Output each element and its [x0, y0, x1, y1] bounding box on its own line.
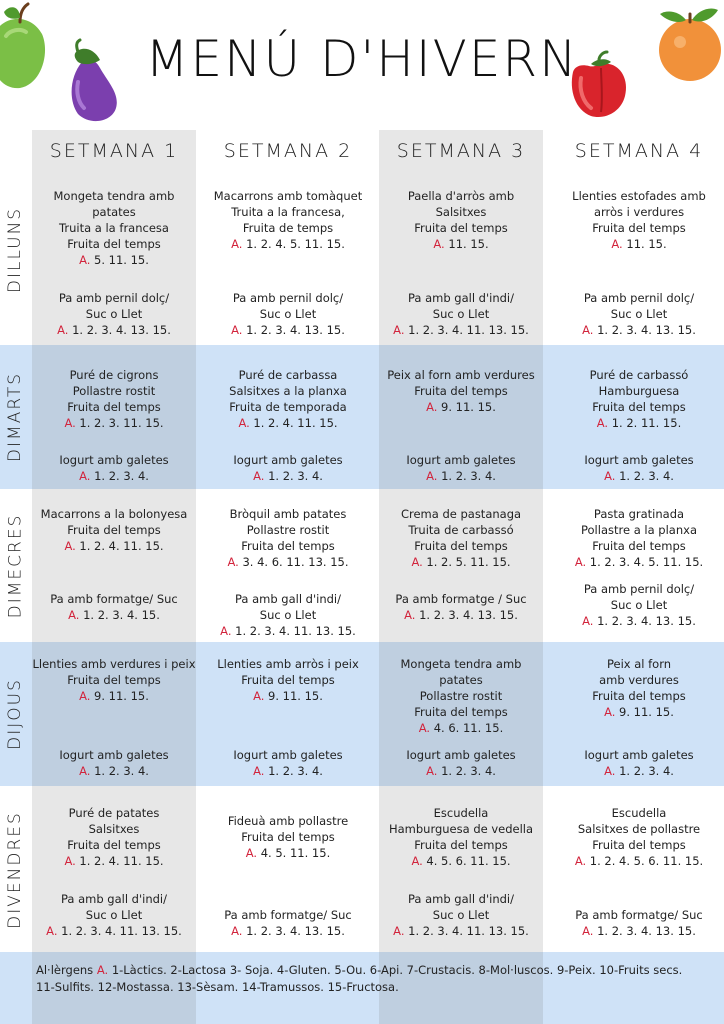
dish-line: Pollastre a la planxa: [581, 523, 697, 537]
allergen-numbers: 1. 2. 3. 4.: [268, 764, 323, 778]
allergen-numbers: 1. 2. 3. 4. 15.: [83, 608, 160, 622]
lunch-cell-dijous-week-3: [373, 656, 549, 736]
allergen-numbers: 1. 2. 3. 4.: [94, 764, 149, 778]
dish-line: Fruita del temps: [241, 673, 335, 687]
allergen-codes: [26, 607, 202, 623]
snack-cell-dimarts-week-3: [373, 452, 549, 484]
day-label-dilluns: [2, 180, 28, 320]
dish-line: Macarrons amb tomàquet: [213, 189, 363, 203]
allergen-numbers: 1. 2. 3. 4. 13. 15.: [246, 924, 345, 938]
dish-line: Iogurt amb galetes: [406, 748, 516, 762]
allergen-letter: A.: [604, 764, 616, 778]
dish-line: Pollastre rostit: [419, 689, 503, 703]
dish-line: patates: [92, 205, 136, 219]
day-label-text: DIMARTS: [5, 371, 25, 463]
lunch-cell-dimarts-week-2: [200, 367, 376, 431]
dish-line: Hamburguesa de vedella: [388, 822, 534, 836]
dish-line: arròs i verdures: [593, 205, 685, 219]
allergen-letter: A.: [426, 764, 438, 778]
snack-cell-dijous-week-2: [200, 747, 376, 779]
dish-line: Salsitxes: [435, 205, 487, 219]
dish-line: Truita a la francesa,: [231, 205, 345, 219]
dish-line: Iogurt amb galetes: [406, 453, 516, 467]
day-label-dimecres: [2, 494, 28, 638]
allergen-codes: [373, 853, 549, 869]
week-header-1: SETMANA 1: [49, 140, 179, 162]
allergen-codes: [26, 923, 202, 939]
lunch-cell-divendres-week-1: [26, 805, 202, 869]
lunch-cell-dijous-week-2: [200, 656, 376, 704]
snack-cell-dimecres-week-1: [26, 591, 202, 623]
allergen-numbers: 9. 11. 15.: [268, 689, 323, 703]
dish-line: Mongeta tendra amb: [400, 657, 522, 671]
allergen-letter: A.: [79, 469, 91, 483]
allergen-codes: [551, 322, 724, 338]
allergen-numbers: 1. 2. 3. 4. 13. 15.: [597, 924, 696, 938]
dish-line: Iogurt amb galetes: [233, 453, 343, 467]
allergen-codes: [551, 554, 724, 570]
dish-line: Iogurt amb galetes: [584, 748, 694, 762]
snack-cell-divendres-week-1: [26, 891, 202, 939]
allergen-numbers: 3. 4. 6. 11. 13. 15.: [242, 555, 349, 569]
allergen-letter: A.: [411, 854, 423, 868]
allergen-codes: [200, 688, 376, 704]
dish-line: Salsitxes: [88, 822, 140, 836]
allergen-codes: [373, 554, 549, 570]
allergens-list: 1-Làctics. 2-Lactosa 3- Soja. 4-Gluten. 5-Ou. 6-Api. 7-Crustacis. 8-Mol·luscos. 9-Peix. 10-Fruits secs. 11-Sulfits. 12-Mostassa. 13-Sèsam. 14-Tramussos. 15-Fructosa.: [36, 963, 683, 994]
dish-line: Escudella: [611, 806, 667, 820]
snack-cell-dilluns-week-2: [200, 290, 376, 338]
allergen-letter: A.: [238, 416, 250, 430]
allergen-numbers: 1. 2. 3. 4.: [619, 469, 674, 483]
dish-line: Suc o Llet: [259, 307, 317, 321]
allergen-codes: [551, 236, 724, 252]
allergen-numbers: 1. 2. 3. 4. 11. 13. 15.: [408, 323, 529, 337]
allergen-numbers: 4. 5. 6. 11. 15.: [426, 854, 511, 868]
dish-line: Peix al forn amb verdures: [387, 368, 535, 382]
dish-line: Fruita del temps: [414, 384, 508, 398]
allergen-codes: [200, 923, 376, 939]
lunch-cell-divendres-week-2: [200, 813, 376, 861]
dish-line: Fruita del temps: [592, 539, 686, 553]
dish-line: Iogurt amb galetes: [233, 748, 343, 762]
dish-line: Puré de patates: [68, 806, 160, 820]
allergen-codes: [373, 468, 549, 484]
day-label-text: DIMECRES: [5, 513, 26, 619]
dish-line: Fruita del temps: [67, 673, 161, 687]
allergen-letter: A.: [227, 555, 239, 569]
lunch-cell-divendres-week-4: [551, 805, 724, 869]
dish-line: Fruita del temps: [241, 539, 335, 553]
allergen-letter: A.: [64, 416, 76, 430]
lunch-cell-dimarts-week-3: [373, 367, 549, 415]
dish-line: Llenties estofades amb: [572, 189, 706, 203]
dish-line: Puré de carbassó: [589, 368, 689, 382]
lunch-cell-dilluns-week-1: [26, 188, 202, 268]
lunch-cell-dilluns-week-4: [551, 188, 724, 252]
snack-cell-dilluns-week-1: [26, 290, 202, 338]
allergen-numbers: 1. 2. 11. 15.: [611, 416, 682, 430]
snack-cell-dilluns-week-4: [551, 290, 724, 338]
allergen-letter: A.: [604, 469, 616, 483]
dish-line: Suc o Llet: [85, 307, 143, 321]
dish-line: Pa amb pernil dolç/: [583, 582, 695, 596]
lunch-cell-dilluns-week-3: [373, 188, 549, 252]
dish-line: Fruita del temps: [67, 400, 161, 414]
dish-line: Fruita del temps: [592, 400, 686, 414]
dish-line: Pollastre rostit: [72, 384, 156, 398]
allergen-numbers: 11. 15.: [626, 237, 667, 251]
allergen-codes: [200, 845, 376, 861]
day-label-text: DILLUNS: [5, 206, 25, 294]
allergen-letter: A.: [231, 323, 243, 337]
allergen-letter: A.: [253, 469, 265, 483]
lunch-cell-dijous-week-1: [26, 656, 202, 704]
dish-line: Fruita del temps: [592, 689, 686, 703]
dish-line: Puré de cigrons: [69, 368, 159, 382]
dish-line: Iogurt amb galetes: [59, 748, 169, 762]
allergens-prefix: Al·lèrgens: [36, 963, 94, 977]
dish-line: Crema de pastanaga: [400, 507, 522, 521]
dish-line: Pa amb pernil dolç/: [232, 291, 344, 305]
allergen-letter: A.: [596, 416, 609, 430]
lunch-cell-dimarts-week-4: [551, 367, 724, 431]
dish-line: Pa amb formatge/ Suc: [575, 908, 703, 922]
allergen-codes: [26, 468, 202, 484]
allergen-numbers: 1. 2. 3. 4. 13. 15.: [597, 323, 696, 337]
dish-line: Fruita de temporada: [229, 400, 347, 414]
snack-cell-dijous-week-1: [26, 747, 202, 779]
allergen-numbers: 1. 2. 3. 4. 13. 15.: [72, 323, 171, 337]
dish-line: Escudella: [433, 806, 489, 820]
day-label-text: DIVENDRES: [5, 811, 26, 929]
lunch-cell-dijous-week-4: [551, 656, 724, 720]
allergen-numbers: 1. 2. 3. 4. 13. 15.: [419, 608, 518, 622]
dish-line: Hamburguesa: [598, 384, 680, 398]
allergen-letter: A.: [393, 323, 405, 337]
dish-line: Suc o Llet: [259, 608, 317, 622]
allergen-codes: [373, 236, 549, 252]
allergen-codes: [551, 704, 724, 720]
dish-line: Fruita del temps: [414, 221, 508, 235]
lunch-cell-dilluns-week-2: [200, 188, 376, 252]
dish-line: Pasta gratinada: [593, 507, 685, 521]
allergen-letter: A.: [64, 854, 76, 868]
lunch-cell-dimecres-week-3: [373, 506, 549, 570]
dish-line: Llenties amb arròs i peix: [217, 657, 359, 671]
allergen-numbers: 1. 2. 5. 11. 15.: [426, 555, 511, 569]
allergen-numbers: 9. 11. 15.: [441, 400, 496, 414]
dish-line: Pa amb pernil dolç/: [58, 291, 170, 305]
allergen-codes: [551, 853, 724, 869]
lunch-cell-dimecres-week-4: [551, 506, 724, 570]
snack-cell-divendres-week-3: [373, 891, 549, 939]
allergen-codes: [551, 415, 724, 431]
allergen-letter: A.: [418, 721, 431, 735]
allergen-codes: [551, 923, 724, 939]
allergen-numbers: 1. 2. 3. 4.: [441, 764, 496, 778]
allergen-codes: [373, 607, 549, 623]
dish-line: patates: [439, 673, 483, 687]
allergen-letter: A.: [79, 764, 91, 778]
dish-line: Mongeta tendra amb: [53, 189, 175, 203]
allergens-letter: A.: [96, 963, 109, 977]
dish-line: Iogurt amb galetes: [584, 453, 694, 467]
allergen-letter: A.: [582, 614, 594, 628]
allergen-numbers: 4. 6. 11. 15.: [433, 721, 504, 735]
week-header-3: SETMANA 3: [396, 140, 526, 162]
dish-line: Truita a la francesa: [59, 221, 169, 235]
allergen-codes: [26, 415, 202, 431]
dish-line: Fruita del temps: [67, 838, 161, 852]
column-shade-week-3: [379, 130, 543, 1024]
dish-line: Fideuà amb pollastre: [227, 814, 349, 828]
snack-cell-dimecres-week-3: [373, 591, 549, 623]
week-header-4: SETMANA 4: [574, 140, 704, 162]
allergen-letter: A.: [582, 323, 594, 337]
allergen-letter: A.: [426, 400, 438, 414]
dish-line: Bròquil amb patates: [229, 507, 347, 521]
allergen-numbers: 1. 2. 4. 11. 15.: [79, 539, 164, 553]
allergen-codes: [551, 613, 724, 629]
dish-line: Suc o Llet: [610, 307, 668, 321]
allergen-letter: A.: [79, 253, 91, 267]
allergen-numbers: 1. 2. 3. 4. 13. 15.: [597, 614, 696, 628]
lunch-cell-dimarts-week-1: [26, 367, 202, 431]
allergen-codes: [373, 763, 549, 779]
dish-line: Fruita de temps: [242, 221, 334, 235]
allergen-numbers: 1. 2. 3. 4.: [619, 764, 674, 778]
allergen-codes: [26, 688, 202, 704]
allergen-letter: A.: [433, 237, 445, 251]
snack-cell-divendres-week-2: [200, 907, 376, 939]
dish-line: Pa amb formatge / Suc: [395, 592, 527, 606]
day-label-dijous: [2, 642, 28, 786]
dish-line: Pa amb gall d'indi/: [60, 892, 168, 906]
allergen-codes: [200, 623, 376, 639]
allergen-numbers: 1. 2. 4. 5. 6. 11. 15.: [589, 854, 704, 868]
allergen-letter: A.: [245, 846, 258, 860]
lunch-cell-divendres-week-3: [373, 805, 549, 869]
allergen-codes: [26, 252, 202, 268]
allergen-numbers: 1. 2. 4. 5. 11. 15.: [246, 237, 345, 251]
allergen-codes: [200, 468, 376, 484]
allergen-letter: A.: [231, 237, 243, 251]
allergen-letter: A.: [46, 924, 58, 938]
snack-cell-dimarts-week-1: [26, 452, 202, 484]
dish-line: Suc o Llet: [432, 307, 490, 321]
allergen-letter: A.: [582, 924, 594, 938]
dish-line: Pollastre rostit: [246, 523, 330, 537]
dish-line: Suc o Llet: [432, 908, 490, 922]
allergen-numbers: 1. 2. 3. 4.: [94, 469, 149, 483]
allergen-numbers: 4. 5. 11. 15.: [260, 846, 331, 860]
allergen-letter: A.: [253, 689, 265, 703]
dish-line: Pa amb formatge/ Suc: [224, 908, 352, 922]
day-label-divendres: [2, 790, 28, 950]
day-label-dimarts: [2, 345, 28, 489]
allergen-letter: A.: [574, 854, 587, 868]
allergen-numbers: 1. 2. 4. 11. 15.: [253, 416, 338, 430]
allergen-codes: [551, 763, 724, 779]
snack-cell-divendres-week-4: [551, 907, 724, 939]
snack-cell-dijous-week-4: [551, 747, 724, 779]
dish-line: Peix al forn: [606, 657, 672, 671]
dish-line: Pa amb formatge/ Suc: [50, 592, 178, 606]
dish-line: Fruita del temps: [592, 221, 686, 235]
dish-line: Fruita del temps: [241, 830, 335, 844]
allergen-numbers: 9. 11. 15.: [94, 689, 149, 703]
dish-line: Macarrons a la bolonyesa: [40, 507, 188, 521]
allergen-letter: A.: [404, 608, 416, 622]
allergen-letter: A.: [604, 705, 616, 719]
day-label-text: DIJOUS: [5, 678, 26, 750]
allergen-codes: [373, 399, 549, 415]
snack-cell-dijous-week-3: [373, 747, 549, 779]
allergen-numbers: 9. 11. 15.: [619, 705, 674, 719]
allergen-numbers: 1. 2. 3. 4. 11. 13. 15.: [61, 924, 182, 938]
dish-line: Salsitxes a la planxa: [229, 384, 347, 398]
dish-line: Pa amb pernil dolç/: [583, 291, 695, 305]
dish-line: Salsitxes de pollastre: [577, 822, 701, 836]
dish-line: Fruita del temps: [67, 237, 161, 251]
dish-line: Fruita del temps: [414, 705, 508, 719]
allergen-letter: A.: [68, 608, 80, 622]
dish-line: Fruita del temps: [592, 838, 686, 852]
allergen-codes: [373, 322, 549, 338]
dish-line: Fruita del temps: [414, 539, 508, 553]
lunch-cell-dimecres-week-2: [200, 506, 376, 570]
allergen-codes: [373, 923, 549, 939]
allergen-codes: [373, 720, 549, 736]
dish-line: Fruita del temps: [67, 523, 161, 537]
allergen-codes: [200, 322, 376, 338]
dish-line: Pa amb gall d'indi/: [407, 291, 515, 305]
allergen-numbers: 1. 2. 3. 4. 11. 13. 15.: [408, 924, 529, 938]
allergen-codes: [200, 236, 376, 252]
allergens-legend: [36, 962, 700, 996]
dish-line: Suc o Llet: [610, 598, 668, 612]
allergen-codes: [200, 763, 376, 779]
allergen-letter: A.: [574, 555, 587, 569]
snack-cell-dimecres-week-2: [200, 591, 376, 639]
allergen-numbers: 1. 2. 3. 4.: [268, 469, 323, 483]
allergen-letter: A.: [220, 624, 232, 638]
allergen-codes: [200, 415, 376, 431]
allergen-numbers: 1. 2. 3. 4. 13. 15.: [246, 323, 345, 337]
allergen-numbers: 1. 2. 3. 11. 15.: [79, 416, 164, 430]
allergen-numbers: 5. 11. 15.: [94, 253, 149, 267]
week-header-2: SETMANA 2: [223, 140, 353, 162]
dish-line: Iogurt amb galetes: [59, 453, 169, 467]
allergen-letter: A.: [253, 764, 265, 778]
snack-cell-dimecres-week-4: [551, 581, 724, 629]
allergen-codes: [26, 322, 202, 338]
allergen-letter: A.: [79, 689, 91, 703]
page-title: MENÚ D'HIVERN: [145, 30, 579, 88]
allergen-letter: A.: [426, 469, 438, 483]
allergen-codes: [26, 538, 202, 554]
allergen-letter: A.: [411, 555, 423, 569]
allergen-numbers: 1. 2. 4. 11. 15.: [79, 854, 164, 868]
allergen-letter: A.: [231, 924, 243, 938]
snack-cell-dimarts-week-4: [551, 452, 724, 484]
allergen-numbers: 1. 2. 3. 4. 11. 13. 15.: [235, 624, 356, 638]
snack-cell-dimarts-week-2: [200, 452, 376, 484]
dish-line: Truita de carbassó: [408, 523, 514, 537]
snack-cell-dilluns-week-3: [373, 290, 549, 338]
dish-line: Pa amb gall d'indi/: [407, 892, 515, 906]
allergen-numbers: 11. 15.: [448, 237, 489, 251]
dish-line: Fruita del temps: [414, 838, 508, 852]
dish-line: Paella d'arròs amb: [407, 189, 515, 203]
dish-line: Puré de carbassa: [238, 368, 338, 382]
lunch-cell-dimecres-week-1: [26, 506, 202, 554]
allergen-letter: A.: [611, 237, 623, 251]
dish-line: amb verdures: [599, 673, 679, 687]
allergen-codes: [26, 763, 202, 779]
dish-line: Llenties amb verdures i peix: [32, 657, 196, 671]
allergen-numbers: 1. 2. 3. 4.: [441, 469, 496, 483]
allergen-letter: A.: [64, 539, 76, 553]
dish-line: Pa amb gall d'indi/: [234, 592, 342, 606]
allergen-letter: A.: [57, 323, 69, 337]
allergen-codes: [26, 853, 202, 869]
allergen-codes: [200, 554, 376, 570]
allergen-letter: A.: [393, 924, 405, 938]
allergen-codes: [551, 468, 724, 484]
dish-line: Suc o Llet: [85, 908, 143, 922]
allergen-numbers: 1. 2. 3. 4. 5. 11. 15.: [589, 555, 704, 569]
